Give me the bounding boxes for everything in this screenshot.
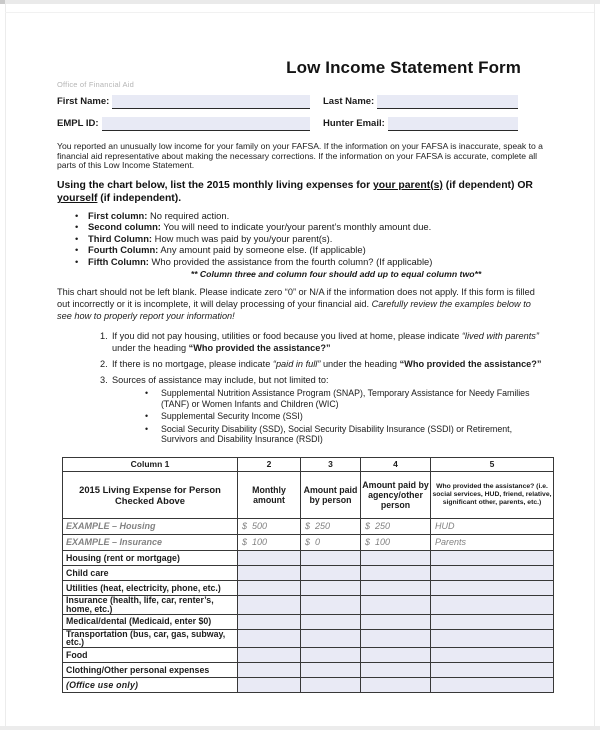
note-italic: “lived with parents”	[461, 331, 539, 341]
expense-input-cell[interactable]	[431, 614, 554, 629]
hunter-email-label: Hunter Email:	[323, 118, 385, 129]
bullet-label: Third Column:	[88, 232, 153, 244]
note-bold: “Who provided the assistance?”	[399, 359, 542, 369]
last-name-field	[323, 94, 545, 109]
table-row	[63, 565, 554, 580]
note-1	[100, 330, 545, 354]
expense-input-cell[interactable]	[238, 595, 301, 614]
subheader-who-provided: Who provided the assistance? (i.e. social services, HUD, friend, relative, significant other, parents, etc.)	[431, 471, 554, 518]
heading-underlined-yourself: yourself	[57, 193, 98, 205]
column-header: 2	[238, 457, 301, 471]
column-bullet-list	[57, 210, 545, 268]
first-name-field	[57, 94, 323, 109]
numbered-notes	[100, 330, 545, 445]
hunter-email-field	[323, 116, 545, 131]
note-body	[112, 330, 545, 354]
bullet-icon: •	[145, 388, 149, 398]
expense-input-cell[interactable]	[238, 629, 301, 648]
assistance-source-item	[145, 411, 545, 422]
expense-input-cell[interactable]	[431, 565, 554, 580]
warning-italic-text: Carefully review the examples below to see how to properly report your information!	[57, 299, 531, 322]
bullet-icon: •	[145, 423, 149, 434]
bullet-text: Who provided the assistance from the fourth column? (If applicable)	[148, 255, 433, 267]
note-text: under the heading	[112, 343, 189, 353]
living-expense-table	[62, 457, 554, 693]
example-row-housing	[63, 518, 554, 534]
subheader-paid-by-agency: Amount paid by agency/other person	[361, 471, 431, 518]
expense-input-cell[interactable]	[361, 648, 431, 663]
office-label: Office of Financial Aid	[57, 80, 134, 89]
column-header: Column 1	[63, 457, 238, 471]
expense-input-cell[interactable]	[238, 614, 301, 629]
table-row	[63, 629, 554, 648]
page-edge-bottom	[0, 726, 600, 730]
sub-bullet-text: Supplemental Nutrition Assistance Program (SNAP), Temporary Assistance for Needy Families (TANF) or Women Infants and Children (WIC)	[161, 388, 530, 409]
example-value: $ 500	[238, 518, 301, 534]
warning-text: This chart should not be left blank. Please indicate zero “0” or N/A if the information does not apply. If this form is filled out incorrectly or it is incomplete, it will delay processing of your financial aid.	[57, 287, 535, 310]
example-value: $ 100	[361, 534, 431, 550]
expense-input-cell[interactable]	[361, 580, 431, 595]
bullet-text: How much was paid by you/your parent(s).	[152, 232, 333, 244]
sub-bullet-text: Supplemental Security Income (SSI)	[161, 411, 303, 422]
expense-input-cell[interactable]	[361, 614, 431, 629]
page-edge-right	[594, 4, 595, 726]
expense-input-cell[interactable]	[301, 595, 361, 614]
note-text: Sources of assistance may include, but not limited to:	[112, 375, 329, 385]
note-3	[100, 374, 545, 445]
expense-input-cell[interactable]	[361, 565, 431, 580]
sub-bullet-text: Social Security Disability (SSD), Social Security Disability Insurance (SSDI) or Retirement, Survivors and Disability Insurance (RSDI)	[161, 423, 513, 445]
bullet-text: Any amount paid by someone else. (If applicable)	[158, 244, 366, 256]
expense-input-cell[interactable]	[431, 580, 554, 595]
note-number: 3.	[100, 375, 108, 385]
note-text: under the heading	[320, 359, 400, 369]
heading-text: (if dependent) OR	[442, 179, 533, 191]
expense-input-cell[interactable]	[301, 648, 361, 663]
table-row	[63, 614, 554, 629]
expense-input-cell[interactable]	[361, 550, 431, 565]
office-use-input-cell[interactable]	[301, 678, 361, 693]
example-value: $ 250	[301, 518, 361, 534]
note-2	[100, 358, 545, 370]
expense-input-cell[interactable]	[431, 550, 554, 565]
last-name-label: Last Name:	[323, 96, 375, 107]
expense-label: Housing (rent or mortgage)	[63, 550, 238, 565]
expense-input-cell[interactable]	[431, 595, 554, 614]
empl-id-input[interactable]	[102, 117, 310, 131]
example-row-insurance	[63, 534, 554, 550]
column-header: 3	[301, 457, 361, 471]
empl-id-field	[57, 116, 323, 131]
expense-input-cell[interactable]	[238, 648, 301, 663]
first-name-label: First Name:	[57, 96, 110, 107]
column-header: 4	[361, 457, 431, 471]
note-body	[112, 374, 545, 445]
expense-input-cell[interactable]	[361, 595, 431, 614]
chart-instructions-heading	[57, 179, 545, 206]
page-title: Low Income Statement Form	[286, 58, 521, 77]
office-use-input-cell[interactable]	[361, 678, 431, 693]
expense-input-cell[interactable]	[238, 550, 301, 565]
note-number: 2.	[100, 359, 108, 369]
subheader-monthly-amount: Monthly amount	[238, 471, 301, 518]
subheader-expense: 2015 Living Expense for Person Checked Above	[63, 471, 238, 518]
table-row	[63, 648, 554, 663]
last-name-input[interactable]	[377, 95, 518, 109]
empl-id-label: EMPL ID:	[57, 118, 99, 129]
page-edge-left	[5, 4, 6, 726]
example-value: $ 100	[238, 534, 301, 550]
bullet-text: No required action.	[147, 209, 230, 221]
example-label: EXAMPLE – Insurance	[63, 534, 238, 550]
table-row	[63, 580, 554, 595]
note-body	[112, 358, 542, 370]
table-row	[63, 595, 554, 614]
form-content	[57, 0, 552, 693]
heading-text: Using the chart below, list the 2015 monthly living expenses for	[57, 179, 374, 191]
table-row	[63, 550, 554, 565]
expense-input-cell[interactable]	[301, 550, 361, 565]
subheader-paid-by-person: Amount paid by person	[301, 471, 361, 518]
expense-label: Medical/dental (Medicaid, enter $0)	[63, 614, 238, 629]
expense-input-cell[interactable]	[301, 614, 361, 629]
note-text: If you did not pay housing, utilities or food because you lived at home, please indicate	[112, 331, 462, 341]
list-item	[75, 221, 545, 233]
assistance-source-item	[145, 388, 545, 409]
expense-input-cell[interactable]	[301, 580, 361, 595]
bullet-label: Fourth Column:	[88, 244, 159, 256]
expense-label: Child care	[63, 565, 238, 580]
expense-input-cell[interactable]	[361, 629, 431, 648]
note-bold: “Who provided the assistance?”	[188, 343, 331, 353]
expense-input-cell[interactable]	[238, 663, 301, 678]
note-text: If there is no mortgage, please indicate	[112, 359, 273, 369]
bullet-label: Fifth Column:	[88, 255, 149, 267]
hunter-email-input[interactable]	[388, 117, 518, 131]
note-number: 1.	[100, 331, 108, 341]
name-fields	[57, 94, 545, 131]
table-subheader-row	[63, 471, 554, 518]
heading-text: (if independent).	[97, 193, 182, 205]
expense-input-cell[interactable]	[361, 663, 431, 678]
example-value: $ 250	[361, 518, 431, 534]
expense-input-cell[interactable]	[431, 648, 554, 663]
expense-input-cell[interactable]	[431, 663, 554, 678]
list-item	[75, 244, 545, 256]
table-header-row	[63, 457, 554, 471]
list-item	[75, 256, 545, 268]
example-value: Parents	[431, 534, 554, 550]
expense-input-cell[interactable]	[238, 580, 301, 595]
expense-label: Food	[63, 648, 238, 663]
bullet-icon: •	[145, 411, 149, 422]
blank-warning-paragraph	[57, 287, 545, 323]
column-sum-note: ** Column three and column four should add up to equal column two**	[190, 269, 482, 280]
expense-label: Transportation (bus, car, gas, subway, etc.)	[63, 629, 238, 648]
office-use-label: (Office use only)	[63, 678, 238, 693]
column-header: 5	[431, 457, 554, 471]
bullet-label: First column:	[88, 209, 148, 221]
expense-input-cell[interactable]	[301, 629, 361, 648]
bullet-text: You will need to indicate your/your parent’s monthly amount due.	[160, 221, 432, 233]
expense-label: Utilities (heat, electricity, phone, etc.)	[63, 580, 238, 595]
expense-input-cell[interactable]	[431, 629, 554, 648]
heading-underlined-parents: your parent(s)	[373, 179, 443, 191]
example-value: $ 0	[301, 534, 361, 550]
intro-paragraph: You reported an unusually low income for your family on your FAFSA. If the information on your FAFSA is inaccurate, speak to a financial aid representative about making the necessary corrections. If the information on your FAFSA is accurate, complete all parts of this Low Income Statement.	[57, 141, 543, 171]
expense-label: Clothing/Other personal expenses	[63, 663, 238, 678]
expense-input-cell[interactable]	[301, 663, 361, 678]
office-use-input-cell[interactable]	[431, 678, 554, 693]
first-name-input[interactable]	[112, 95, 310, 109]
office-use-input-cell[interactable]	[238, 678, 301, 693]
expense-label: Insurance (health, life, car, renter’s, home, etc.)	[63, 595, 238, 614]
bullet-label: Second column:	[88, 221, 161, 233]
expense-input-cell[interactable]	[301, 565, 361, 580]
table-row	[63, 663, 554, 678]
list-item	[75, 210, 545, 222]
note-italic: “paid in full”	[272, 359, 321, 369]
assistance-source-item	[145, 424, 545, 445]
list-item	[75, 233, 545, 245]
expense-input-cell[interactable]	[238, 565, 301, 580]
office-use-row	[63, 678, 554, 693]
example-value: HUD	[431, 518, 554, 534]
example-label: EXAMPLE – Housing	[63, 518, 238, 534]
